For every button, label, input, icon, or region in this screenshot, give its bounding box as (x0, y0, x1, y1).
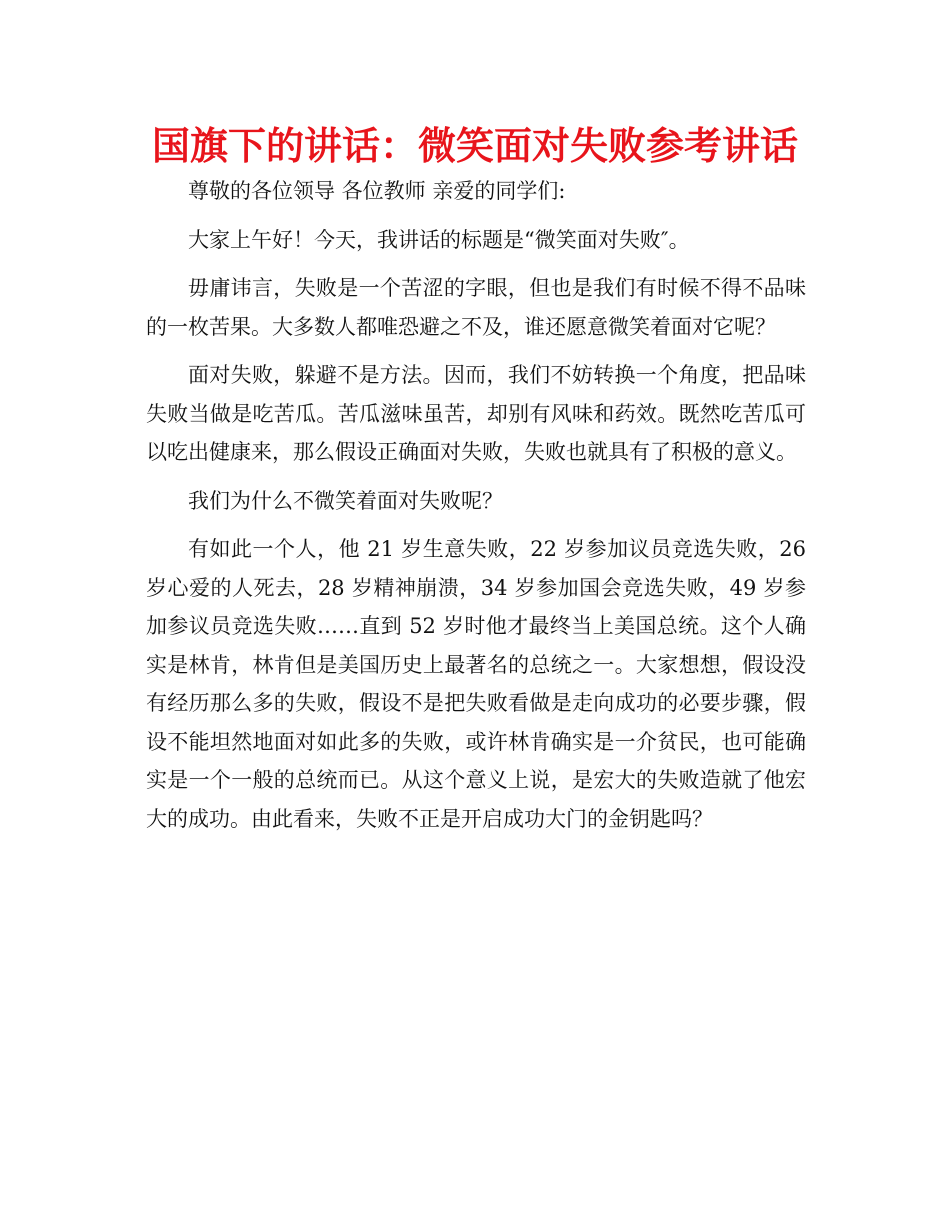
paragraph-lincoln: 有如此一个人，他 21 岁生意失败，22 岁参加议员竞选失败，26 岁心爱的人死去，28 岁精神崩溃，34 岁参加国会竞选失败，49 岁参加参议员竞选失败……直到 52 岁时他才最终当上美国总统。这个人确实是林肯，林肯但是美国历史上最著名的总统之一。大家想想，假设没有经历那么多的失败，假设不是把失败看做是走向成功的必要步骤，假设不能坦然地面对如此多的失败，或许林肯确实是一介贫民，也可能确实是一个一般的总统而已。从这个意义上说，是宏大的失败造就了他宏大的成功。由此看来，失败不正是开启成功大门的金钥匙吗？ (146, 537, 806, 831)
paragraph-bitter-melon: 面对失败，躲避不是方法。因而，我们不妨转换一个角度，把品味失败当做是吃苦瓜。苦瓜滋味虽苦，却别有风味和药效。既然吃苦瓜可以吃出健康来，那么假设正确面对失败，失败也就具有了积极的意义。 (146, 363, 806, 464)
paragraph-salutation: 尊敬的各位领导 各位教师 亲爱的同学们: (188, 179, 566, 203)
paragraph-question: 我们为什么不微笑着面对失败呢？ (188, 488, 503, 513)
paragraph-failure-bitter: 毋庸讳言，失败是一个苦涩的字眼，但也是我们有时候不得不品味的一枚苦果。大多数人都唯恐避之不及，谁还愿意微笑着面对它呢？ (146, 276, 806, 339)
document-body (146, 172, 806, 848)
paragraph-greeting: 大家上午好！今天，我讲话的标题是“微笑面对失败″。 (188, 227, 690, 252)
document-title: 国旗下的讲话：微笑面对失败参考讲话 (151, 124, 798, 168)
